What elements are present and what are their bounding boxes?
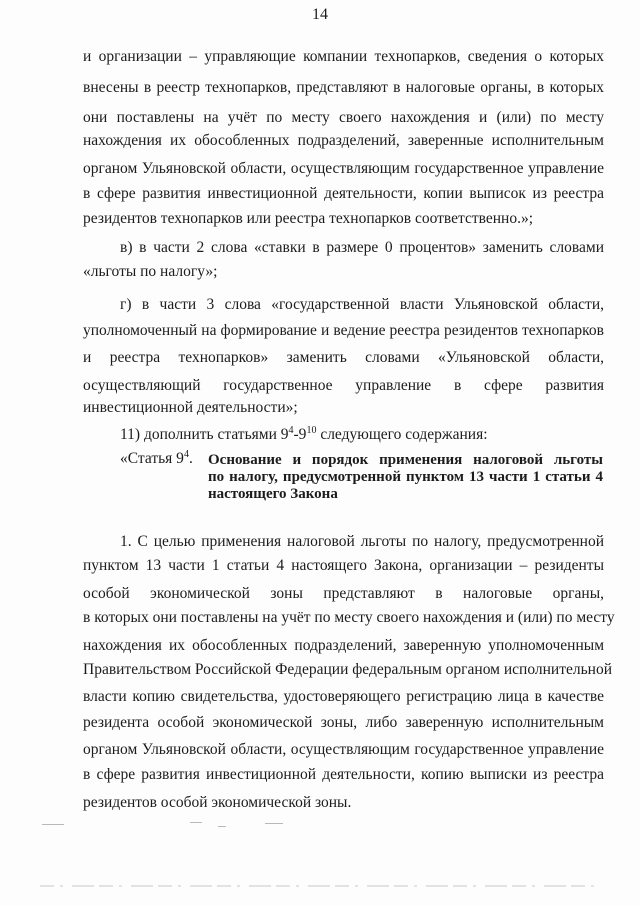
text-line: и организации – управляющие компании технопарков, сведения о которых [83, 48, 604, 65]
text-line: внесены в реестр технопарков, представляют в налоговые органы, в которых [83, 79, 604, 96]
item-11-prefix: 11) дополнить статьями 9 [120, 426, 289, 443]
article-label [120, 449, 193, 469]
article-title-line: Основание и порядок применения налоговой льготы [208, 452, 603, 468]
paragraph-line: нахождения их обособленных подразделений, заверенную уполномоченным [83, 637, 604, 654]
item-g-line: осуществляющий государственное управление в сфере развития [83, 377, 604, 394]
article-label-dot: . [188, 450, 193, 467]
page-number: 14 [312, 6, 328, 23]
item-11-dash: -9 [293, 426, 307, 443]
paragraph-line: органом Ульяновской области, осуществляющим государственное управление [83, 741, 604, 758]
item-g-line: и реестра технопарков» заменить словами «Ульяновской области, [83, 349, 604, 366]
item-g-line: г) в части 3 слова «государственной власти Ульяновской области, [120, 296, 604, 313]
paragraph-line: в сфере развития инвестиционной деятельности, копию выписки из реестра [83, 766, 604, 783]
scan-artifacts [40, 818, 600, 848]
text-line: нахождения их обособленных подразделений, заверенные исполнительным [83, 132, 604, 149]
scan-edge-artifact [0, 884, 640, 888]
text-line: в сфере развития инвестиционной деятельности, копии выписок из реестра [83, 185, 604, 202]
item-g-line: уполномоченный на формирование и ведение реестра резидентов технопарков [83, 322, 604, 339]
item-v-line: в) в части 2 слова «ставки в размере 0 процентов» заменить словами [120, 239, 604, 256]
article-title [208, 452, 603, 503]
paragraph-line: пунктом 13 части 1 статьи 4 настоящего Закона, организации – резиденты [83, 557, 604, 574]
item-11-suffix: следующего содержания: [316, 426, 488, 443]
paragraph-line: особой экономической зоны представляют в налоговые органы, [83, 585, 604, 602]
item-11-line [120, 425, 604, 445]
text-line: они поставлены на учёт по месту своего нахождения и (или) по месту [83, 109, 604, 126]
text-line: резидентов технопарков или реестра технопарков соответственно.»; [83, 210, 534, 227]
paragraph-line: власти копию свидетельства, удостоверяющего регистрацию лица в качестве [83, 688, 604, 705]
article-title-line: настоящего Закона [208, 486, 338, 502]
article-label-text: «Статья 9 [120, 450, 184, 467]
item-11-sup-from: 4 [288, 424, 294, 436]
paragraph-line: резидентов особой экономической зоны. [83, 794, 352, 811]
paragraph-line: 1. С целью применения налоговой льготы по налогу, предусмотренной [120, 533, 604, 550]
item-11-sup-to: 10 [306, 424, 317, 436]
paragraph-line: Правительством Российской Федерации федеральным органом исполнительной [83, 661, 612, 678]
article-title-line: по налогу, предусмотренной пунктом 13 части 1 статьи 4 [208, 469, 603, 485]
paragraph-line: резидента особой экономической зоны, либо заверенную исполнительным [83, 714, 604, 731]
paragraph-line: в которых они поставлены на учёт по месту своего нахождения и (или) по месту [83, 609, 615, 626]
item-v-line: «льготы по налогу»; [83, 263, 218, 280]
text-line: органом Ульяновской области, осуществляющим государственное управление [83, 160, 604, 177]
article-label-sup: 4 [183, 448, 189, 460]
item-g-line: инвестиционной деятельности»; [83, 399, 298, 416]
